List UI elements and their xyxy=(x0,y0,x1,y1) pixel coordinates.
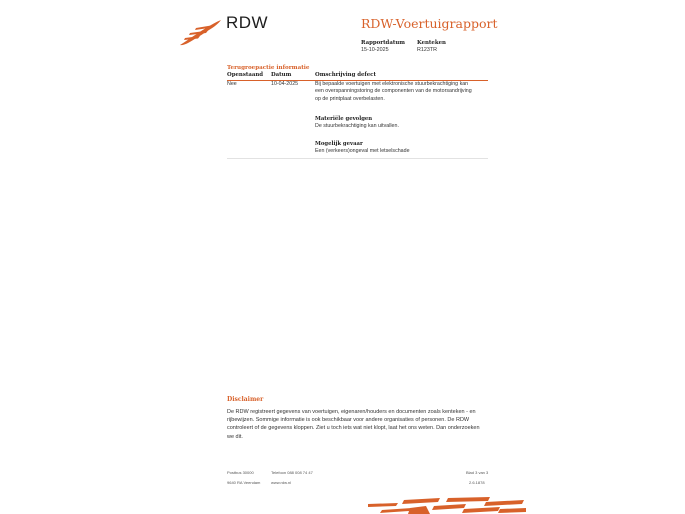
logo-text: RDW xyxy=(226,13,269,32)
description-line: Bij bepaalde voertuigen met elektronische stuurbekrachtiging kan xyxy=(315,81,469,87)
footer-code: 2.6.1878 xyxy=(469,480,485,485)
footer-postbus: Postbus 30000 xyxy=(227,470,254,475)
recall-date-value: 10-04-2025 xyxy=(271,81,299,87)
recall-open-value: Nee xyxy=(227,81,237,87)
disclaimer-text xyxy=(227,408,489,441)
disclaimer-line: De RDW registreert gegevens van voertuigen, eigenaren/houders en documenten zoals kenteken - en xyxy=(227,409,476,415)
recall-description xyxy=(315,81,490,103)
disclaimer-title: Disclaimer xyxy=(227,396,264,403)
footer-city: 9640 RA Veendam xyxy=(227,480,261,485)
row-rule xyxy=(227,158,488,159)
disclaimer-line: rijbewijzen. Sommige informatie is ook beschikbaar voor andere organisaties of personen. De RDW xyxy=(227,417,470,424)
description-line: een overspanningstoring de componenten van de motorsandrijving xyxy=(315,88,472,95)
column-header-date: Datum xyxy=(271,72,292,78)
consequences-label: Materiële gevolgen xyxy=(315,116,373,122)
report-date-label: Rapportdatum xyxy=(361,40,405,46)
description-line: op de printplaat overbelasten. xyxy=(315,95,385,102)
danger-label: Mogelijk gevaar xyxy=(315,141,363,147)
column-header-description: Omschrijving defect xyxy=(315,72,376,78)
rdw-logo-icon xyxy=(178,19,222,47)
decorative-stripes-icon xyxy=(368,496,526,514)
plate-label: Kenteken xyxy=(417,40,446,46)
danger-text: Een (verkeers)ongeval met letselschade xyxy=(315,148,410,154)
disclaimer-line: controleert of de gegevens kloppen. Ziet u toch iets wat niet klopt, laat het ons weten. Dan onderzoeken xyxy=(227,425,480,432)
report-title: RDW-Voertuigrapport xyxy=(361,16,498,31)
recall-section-title: Terugroepactie informatie xyxy=(227,65,310,71)
report-date-value: 15-10-2025 xyxy=(361,47,389,53)
consequences-text: De stuurbekrachtiging kan uitvallen. xyxy=(315,123,399,129)
footer-phone: Telefoon 088 008 74 47 xyxy=(271,470,313,475)
plate-value: R123TR xyxy=(417,47,438,53)
footer-page-number: Blad 3 van 3 xyxy=(466,470,489,475)
column-header-open: Openstaand xyxy=(227,72,264,78)
disclaimer-line: we dit. xyxy=(227,433,243,440)
footer-website[interactable]: www.rdw.nl xyxy=(271,480,292,485)
